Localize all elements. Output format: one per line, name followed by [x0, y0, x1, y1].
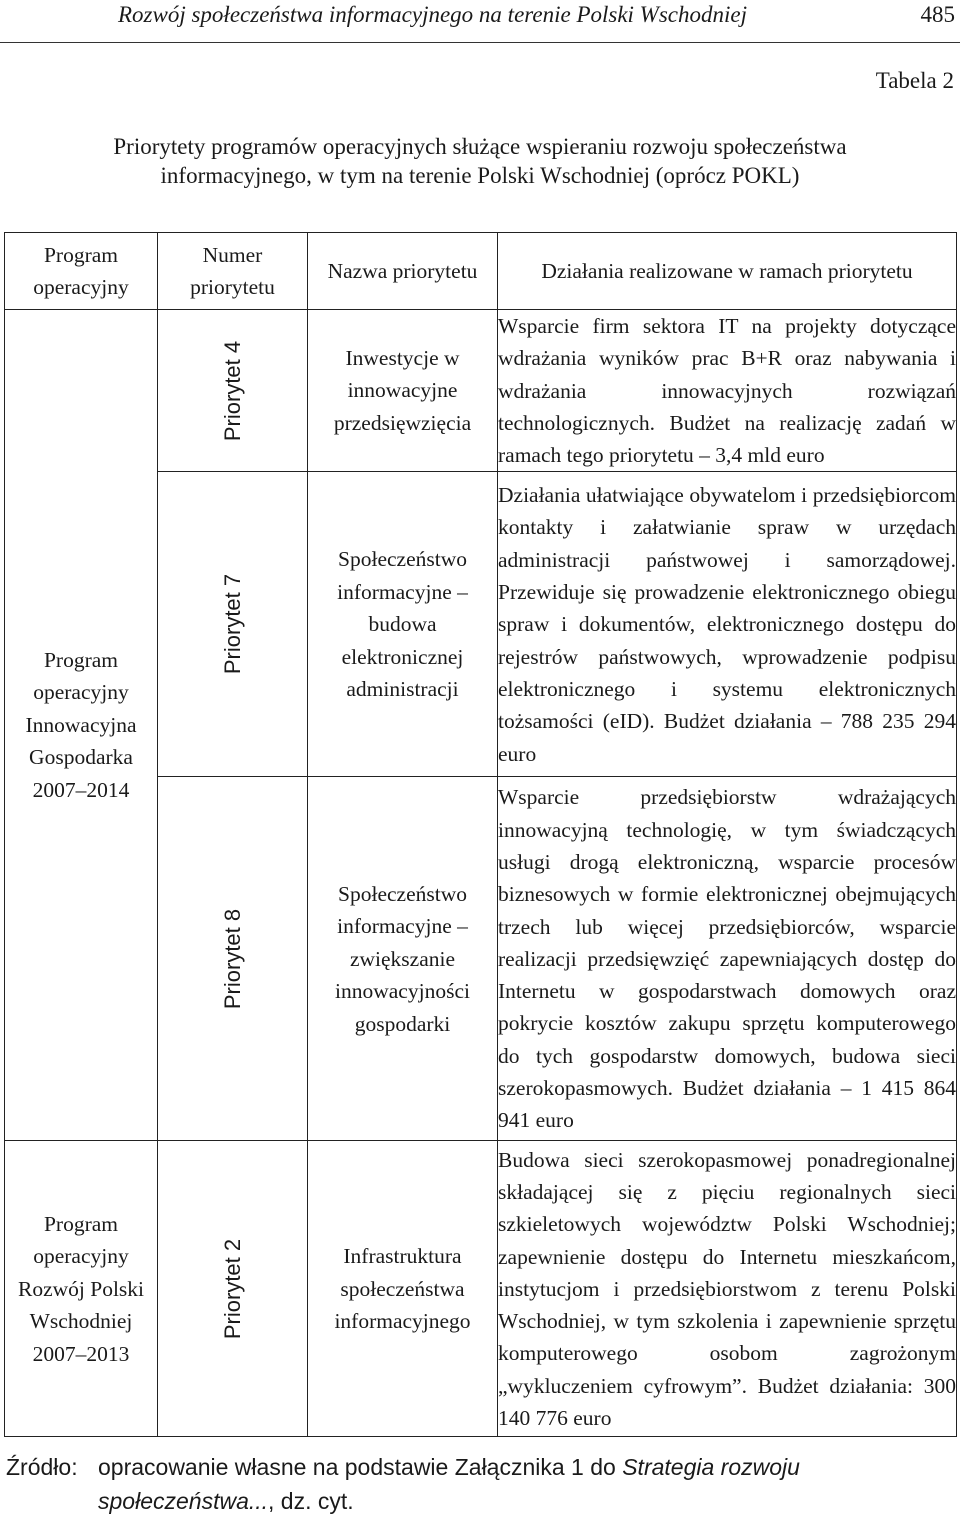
priority-number-cell	[158, 310, 308, 472]
program-cell: Program operacyjny Innowacyjna Gospodarka 2007–2014	[5, 310, 158, 1141]
priority-name-cell: Inwestycje w innowacyjne przedsięwzięcia	[308, 310, 498, 472]
priority-actions-cell: Budowa sieci szerokopasmowej ponadregionalnej składającej się z pięciu regionalnych sieci szkieletowych województw Polski Wschodniej; zapewnienie dostępu do Internetu mieszkańcom, instytucjom i przedsiębiorstwom z terenu Polski Wschodniej, w tym szkolenia i zapewnienie sprzętu komputerowego osobom zagrożonym „wykluczeniem cyfrowym”. Budżet działania: 300 140 776 euro	[498, 1141, 957, 1437]
source-italic-title: Strategia rozwoju społeczeństwa...	[98, 1454, 800, 1514]
table-row	[5, 1141, 957, 1437]
program-cell: Program operacyjny Rozwój Polski Wschodniej 2007–2013	[5, 1141, 158, 1437]
priorities-table	[4, 232, 957, 1437]
priority-number: Priorytet 2	[219, 1238, 245, 1340]
header-name: Nazwa priorytetu	[308, 233, 498, 310]
source-text: opracowanie własne na podstawie Załącznika 1 do	[98, 1454, 616, 1480]
running-header	[0, 0, 960, 43]
priority-number-cell	[158, 1141, 308, 1437]
priority-number-cell	[158, 472, 308, 777]
priority-actions-cell: Działania ułatwiające obywatelom i przedsiębiorcom kontakty i załatwianie spraw w urzędach administracji państwowej i samorządowej. Przewiduje się prowadzenie elektronicznego obiegu spraw i dokumentów, elektronicznego dostępu do rejestrów państwowych, wprowadzenie podpisu elektronicznego i systemu elektronicznych tożsamości (eID). Budżet działania – 788 235 294 euro	[498, 472, 957, 777]
source-text-block	[98, 1450, 956, 1518]
source-note	[6, 1450, 956, 1518]
table-header-row	[5, 233, 957, 310]
header-number: Numer priorytetu	[158, 233, 308, 310]
header-actions: Działania realizowane w ramach priorytetu	[498, 233, 957, 310]
header-program: Program operacyjny	[5, 233, 158, 310]
source-label: Źródło:	[6, 1454, 78, 1480]
priority-actions-cell: Wsparcie firm sektora IT na projekty dotyczące wdrażania wyników prac B+R oraz nabywania i wdrażania innowacyjnych rozwiązań technologicznych. Budżet na realizację zadań w ramach tego priorytetu – 3,4 mld euro	[498, 310, 957, 472]
table-caption-line-2: informacyjnego, w tym na terenie Polski Wschodniej (oprócz POKL)	[160, 163, 800, 188]
priority-number: Priorytet 8	[219, 908, 245, 1010]
table-row	[5, 310, 957, 472]
priority-number: Priorytet 4	[219, 340, 245, 441]
priority-name-cell: Infrastruktura społeczeństwa informacyjnego	[308, 1141, 498, 1437]
priority-number: Priorytet 7	[219, 574, 245, 675]
priority-number-cell	[158, 777, 308, 1141]
priority-actions-cell: Wsparcie przedsiębiorstw wdrażających innowacyjną technologię, w tym świadczących usługi drogą elektroniczną, wsparcie procesów biznesowych w formie elektronicznej obejmujących trzech lub więcej przedsiębiorców, wsparcie realizacji przedsięwzięć zapewniających dostęp do Internetu w gospodarstwach domowych oraz pokrycie kosztów zakupu sprzętu komputerowego do tych gospodarstw domowych, budowa sieci szerokopasmowych. Budżet działania – 1 415 864 941 euro	[498, 777, 957, 1141]
page-number: 485	[920, 2, 955, 27]
source-tail: , dz. cyt.	[268, 1488, 354, 1514]
priority-name-cell: Społeczeństwo informacyjne – budowa elektronicznej administracji	[308, 472, 498, 777]
table-caption-line-1: Priorytety programów operacyjnych służące wspieraniu rozwoju społeczeństwa	[113, 134, 847, 159]
priority-name-cell: Społeczeństwo informacyjne – zwiększanie innowacyjności gospodarki	[308, 777, 498, 1141]
running-title: Rozwój społeczeństwa informacyjnego na terenie Polski Wschodniej	[118, 2, 747, 27]
table-label: Tabela 2	[875, 68, 954, 93]
